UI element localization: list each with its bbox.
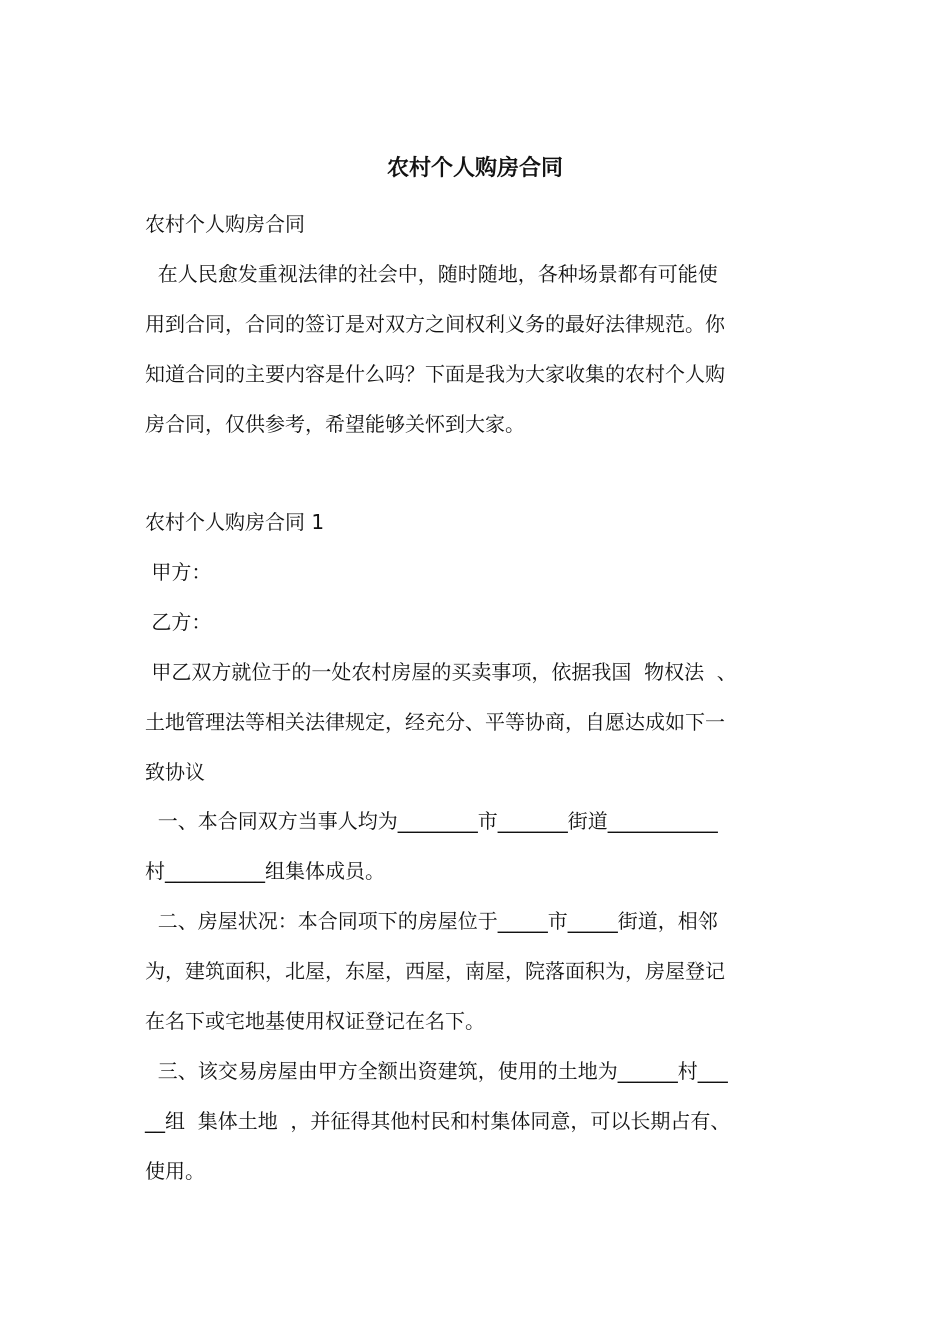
clause-2-line: 为，建筑面积，北屋，东屋，西屋，南屋，院落面积为，房屋登记 [145, 959, 725, 983]
preamble-line: 致协议 [145, 760, 205, 784]
intro-line: 在人民愈发重视法律的社会中，随时随地，各种场景都有可能使 [145, 262, 718, 286]
preamble-line: 土地管理法等相关法律规定，经充分、平等协商，自愿达成如下一 [145, 710, 725, 734]
intro-line: 房合同，仅供参考，希望能够关怀到大家。 [145, 412, 525, 436]
clause-3-line: 使用。 [145, 1159, 205, 1183]
clause-1-line: 村__________组集体成员。 [145, 859, 385, 883]
party-a-label: 甲方： [145, 560, 212, 584]
intro-line: 用到合同，合同的签订是对双方之间权利义务的最好法律规范。你 [145, 312, 725, 336]
clause-1-line: 一、本合同双方当事人均为________市_______街道___________ [145, 809, 718, 833]
clause-2-line: 二、房屋状况：本合同项下的房屋位于_____市_____街道，相邻 [145, 909, 718, 933]
party-b-label: 乙方： [145, 610, 212, 634]
clause-3-line: 三、该交易房屋由甲方全额出资建筑，使用的土地为______村___ [145, 1059, 728, 1083]
preamble-line: 甲乙双方就位于的一处农村房屋的买卖事项，依据我国 物权法 、 [145, 660, 737, 684]
section-heading: 农村个人购房合同 1 [145, 510, 325, 534]
document-title: 农村个人购房合同 [386, 156, 563, 181]
document-subtitle: 农村个人购房合同 [145, 212, 305, 236]
intro-line: 知道合同的主要内容是什么吗？下面是我为大家收集的农村个人购 [145, 362, 725, 386]
clause-3-line: __组 集体土地 ，并征得其他村民和村集体同意，可以长期占有、 [145, 1109, 731, 1133]
clause-2-line: 在名下或宅地基使用权证登记在名下。 [145, 1009, 485, 1033]
